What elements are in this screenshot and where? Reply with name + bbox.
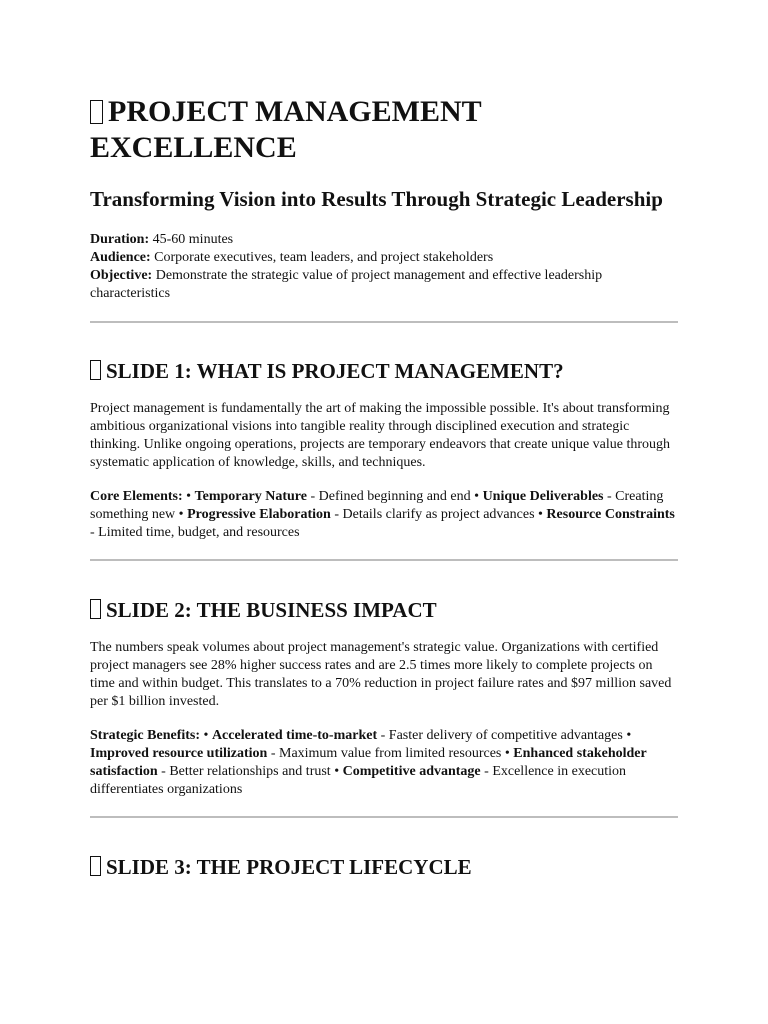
slide-1-core-elements [90, 488, 678, 542]
missing-glyph-icon [90, 599, 101, 619]
duration-label: Duration: [90, 232, 150, 247]
core-elements-label: Core Elements: [90, 489, 183, 504]
list-item-term: Enhanced stakeholder satisfaction [90, 746, 647, 779]
bullet: • [474, 489, 480, 504]
section-divider [90, 559, 678, 561]
list-item-desc: - Better relationships and trust [157, 764, 335, 779]
list-item-desc: - Creating something new [90, 489, 664, 522]
objective-line [90, 267, 678, 303]
list-item-desc: - Faster delivery of competitive advantages [377, 728, 627, 743]
bullet: • [203, 728, 209, 743]
duration-value: 45-60 minutes [149, 232, 234, 247]
objective-label: Objective: [90, 268, 153, 283]
presentation-meta [90, 231, 678, 303]
list-item-term: Temporary Nature [194, 489, 307, 504]
document-subtitle: Transforming Vision into Results Through Strategic Leadership [90, 187, 663, 211]
slide-2-paragraph: The numbers speak volumes about project management's strategic value. Organizations with certified project managers see 28% higher success rates and are 2.5 times more likely to complete projects on time and within budget. This translates to a 70% reduction in project failure rates and $97 million saved per $1 billion invested. [90, 640, 672, 709]
slide-3-title-text: SLIDE 3: THE PROJECT LIFECYCLE [106, 855, 472, 879]
bullet: • [178, 507, 184, 522]
slide-1-paragraph: Project management is fundamentally the art of making the impossible possible. It's about transforming ambitious organizational visions into tangible reality through disciplined execution and strategic thinking. Unlike ongoing operations, projects are temporary endeavors that create unique value through systematic application of knowledge, skills, and techniques. [90, 401, 671, 470]
slide-2-title [90, 597, 678, 623]
bullet: • [538, 507, 543, 522]
audience-value: Corporate executives, team leaders, and project stakeholders [150, 250, 494, 265]
list-item-term: Improved resource utilization [90, 746, 268, 761]
bullet: • [504, 746, 510, 761]
section-divider [90, 816, 678, 818]
objective-value: Demonstrate the strategic value of project management and effective leadership characteristics [90, 268, 603, 301]
list-item-term: Progressive Elaboration [187, 507, 331, 522]
list-item-term: Accelerated time-to-market [211, 728, 378, 743]
list-item-desc: - Limited time, budget, and resources [90, 525, 300, 540]
missing-glyph-icon [90, 100, 103, 124]
audience-label: Audience: [90, 250, 151, 265]
list-item-desc: - Maximum value from limited resources [267, 746, 505, 761]
slide-1-title [90, 358, 678, 384]
list-item-desc: - Excellence in execution differentiates organizations [90, 764, 627, 797]
missing-glyph-icon [90, 360, 101, 380]
list-item-desc: - Details clarify as project advances [330, 507, 539, 522]
list-item-term: Resource Constraints [546, 507, 675, 522]
duration-line [90, 231, 678, 249]
slide-1-title-text: SLIDE 1: WHAT IS PROJECT MANAGEMENT? [106, 359, 564, 383]
slide-2-title-text: SLIDE 2: THE BUSINESS IMPACT [106, 598, 437, 622]
audience-line [90, 249, 678, 267]
strategic-benefits-label: Strategic Benefits: [90, 728, 201, 743]
bullet: • [186, 489, 192, 504]
slide-3-title [90, 854, 678, 880]
bullet: • [626, 728, 632, 743]
slide-2-strategic-benefits [90, 727, 678, 799]
list-item-term: Unique Deliverables [482, 489, 604, 504]
section-divider [90, 321, 678, 323]
list-item-desc: - Defined beginning and end [306, 489, 475, 504]
missing-glyph-icon [90, 856, 101, 876]
list-item-term: Competitive advantage [342, 764, 481, 779]
document-title [90, 94, 678, 166]
document-title-text: PROJECT MANAGEMENT EXCELLENCE [90, 95, 482, 164]
bullet: • [334, 764, 340, 779]
